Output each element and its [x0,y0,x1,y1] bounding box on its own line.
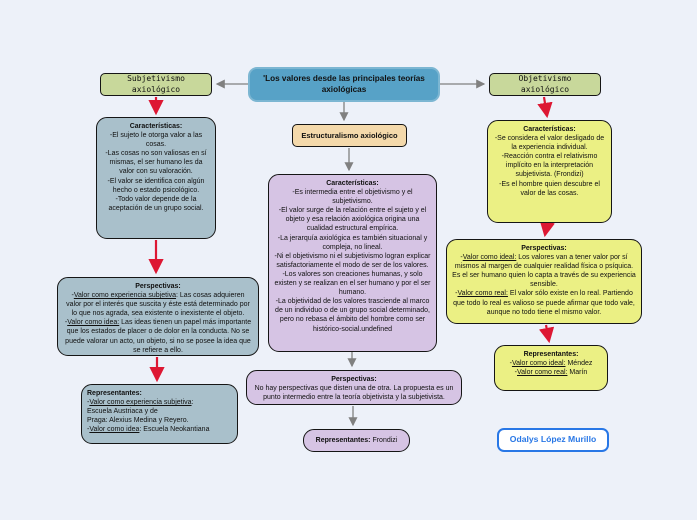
box-heading: Perspectivas: [521,245,567,252]
box-body: -Valor como experiencia subjetiva: Escuela Austriaca y de Praga: Alexius Medina y Reyero. -Valor como idea: Escuela Neokantiana [87,399,210,434]
branch-node-subjetivismo[interactable] [100,73,212,96]
box-heading: Perspectivas: [135,283,181,290]
branch-label-estructuralismo: Estructuralismo axiológico [301,130,398,140]
branch-node-objetivismo[interactable] [489,73,601,96]
map-title-label: 'Los valores desde las principales teorías axiológicas [263,74,425,94]
objetivismo-perspectivas-box[interactable] [446,239,642,324]
box-body: -Valor como ideal: Los valores van a tener valor por sí mismos al margen de cualquier realidad física o psíquica. Es el ser humano quien lo capta a través de su experiencia sensible. -Valor como real: El valor sólo existe en lo real. Partiendo que todo lo real es valioso se puede afirmar que todo vale, aunque no todo tiene el mismo valor. [452,254,636,316]
box-body: -Es intermedia entre el objetivismo y el subjetivismo. -El valor surge de la relación entre el sujeto y el objeto y esa relación axiológica origina una cualidad estructural empírica. -La jerarquía axiológica es también situacional y compleja, no lineal. -Ni el objetivismo ni el subjetivismo logran explicar satisfactoriamente el modo de ser de los valores. -Los valores son creaciones humanas, y solo existen y se realizan en el ser humano y por el ser humano. -La objetividad de los valores trasciende al marco de un individuo o de un grupo social determinado, pero no rebasa el ámbito del hombre como ser histórico-social.undefined [274,189,431,333]
arrow-objetivismo-to-caracteristicas [544,97,547,116]
box-heading: Características: [326,180,379,187]
box-body: -Se considera el valor desligado de la experiencia individual. -Reacción contra el relativismo implícito en la interpretación subjetivista. (Frondizi) -Es el hombre quien descubre el valor de las cosas. [494,135,605,197]
estructuralismo-caracteristicas-box[interactable] [268,174,437,352]
box-heading: Representantes: [523,351,579,358]
estructuralismo-representantes-box[interactable] [303,429,410,452]
box-body: -Valor como experiencia subjetiva: Las cosas adquieren valor por el interés que suscita y éste está determinado por lo que nos agrada, sea existente o inexistente el objeto. -Valor como idea: Las ideas tienen un papel más importante que los estados de placer o de dolor en la conducta. No se puede valorar un acto, un objeto, si no se posee la idea que se refiere a ello. [64,292,252,354]
box-body: No hay perspectivas que disten una de otra. La propuesta es un punto intermedio entre la teoría objetivista y la subjetivista. [254,385,454,402]
branch-label-objetivismo: Objetivismo axiológico [518,74,572,94]
author-badge[interactable] [497,428,609,452]
estructuralismo-perspectivas-box[interactable] [246,370,462,405]
subjetivismo-perspectivas-box[interactable] [57,277,259,356]
arrow-right-caracteristicas-to-perspectivas [545,224,547,235]
branch-label-subjetivismo: Subjetivismo axiológico [127,74,185,94]
branch-node-estructuralismo[interactable] [292,124,407,147]
subjetivismo-caracteristicas-box[interactable] [96,117,216,239]
box-body: -Valor como ideal: Méndez -Valor como real: Marín [509,360,593,377]
box-heading: Características: [129,123,183,130]
box-heading: Perspectivas: [331,376,377,383]
box-body: -El sujeto le otorga valor a las cosas. -Las cosas no son valiosas en sí mismas, el ser humano les da valor con su valoración. -El valor se identifica con algún hecho o estado psicológico. -Todo valor depende de la aceptación de un grupo social. [105,132,207,212]
subjetivismo-representantes-box[interactable] [81,384,238,444]
box-body: Representantes: Frondizi [315,436,398,444]
arrow-right-perspectivas-to-representantes [546,325,549,341]
map-title-node[interactable] [248,67,440,102]
objetivismo-caracteristicas-box[interactable] [487,120,612,223]
box-heading: Representantes: [87,390,142,397]
box-heading: Características: [523,126,576,133]
objetivismo-representantes-box[interactable] [494,345,608,391]
author-name-label: Odalys López Murillo [509,434,597,445]
